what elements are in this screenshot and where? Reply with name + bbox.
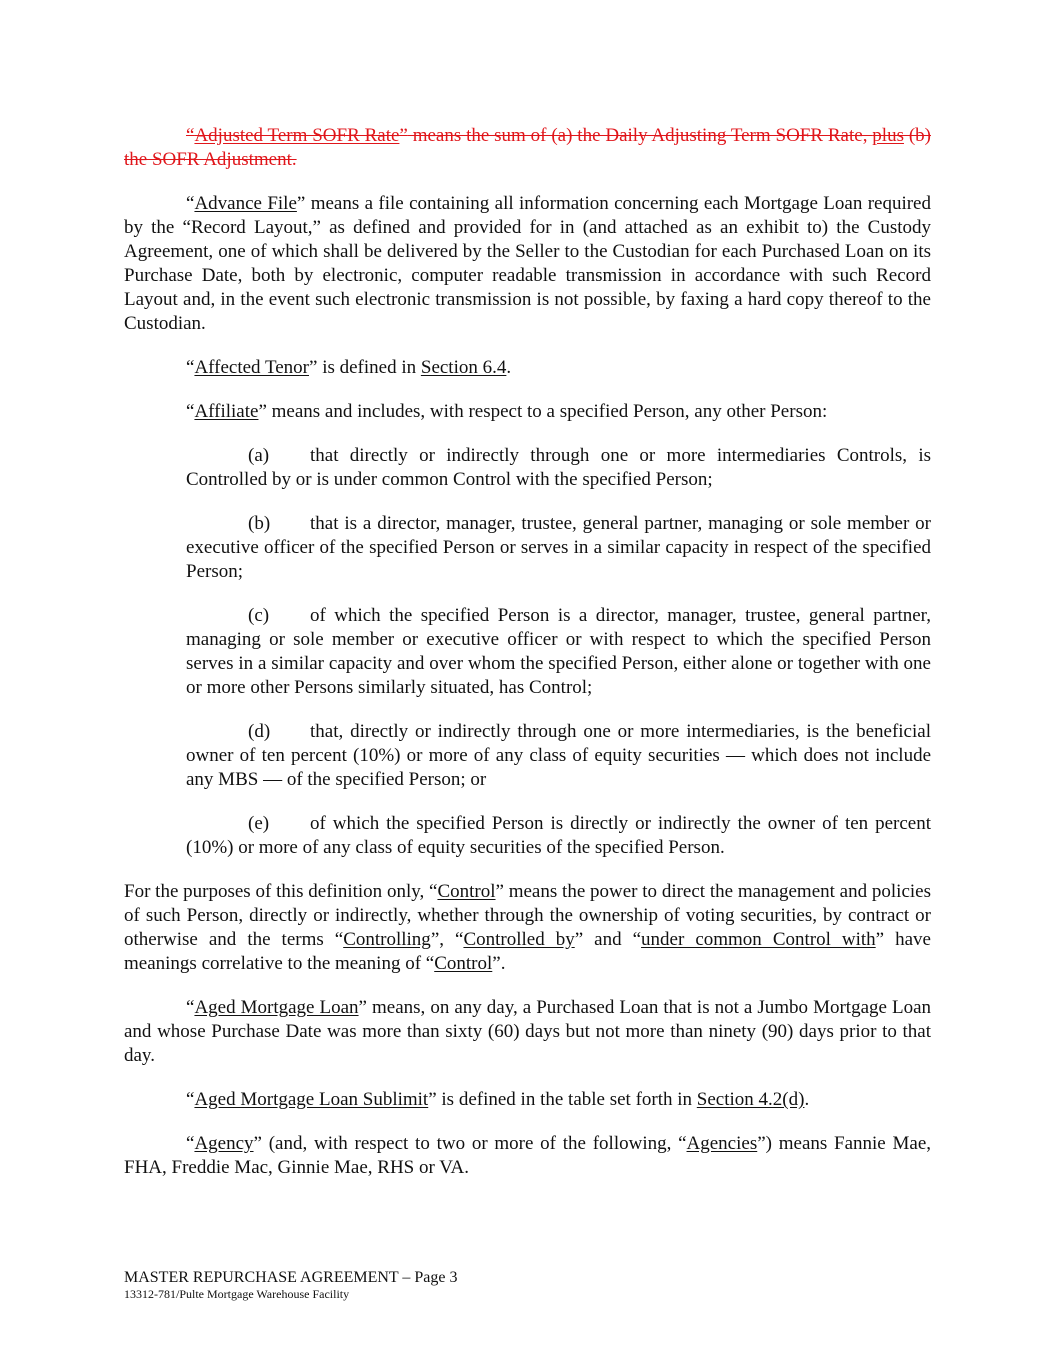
section-reference: Section 4.2(d) [696,1089,805,1110]
footer-document-id: 13312-781/Pulte Mortgage Warehouse Facility [124,1287,350,1301]
defined-term: Agencies [686,1133,758,1154]
definition-agency: “Agency” (and, with respect to two or more of the following, “Agencies”) means Fannie Mae, FHA, Freddie Mac, Ginnie Mae, RHS or VA. [124,1133,931,1178]
affiliate-clause-b: (b) that is a director, manager, trustee, general partner, managing or sole member or executive officer of the specified Person or serves in a similar capacity in respect of the specified Person; [186,513,931,582]
affiliate-clause-e: (e) of which the specified Person is directly or indirectly the owner of ten percent (10%) or more of any class of equity securities of the specified Person. [186,813,931,858]
deleted-definition-adjusted-term-sofr-rate: “Adjusted Term SOFR Rate” means the sum of (a) the Daily Adjusting Term SOFR Rate, plus (b) the SOFR Adjustment. [124,125,931,170]
definition-advance-file: “Advance File” means a file containing all information concerning each Mortgage Loan required by the “Record Layout,” as defined and provided for in (and attached as an exhibit to) the Custody Agreement, one of which shall be delivered by the Seller to the Custodian for each Purchased Loan on its Purchase Date, both by electronic, computer readable transmission in accordance with such Record Layout and, in the event such electronic transmission is not possible, by faxing a hard copy thereof to the Custodian. [124,193,931,334]
defined-term: Affected Tenor [194,357,309,378]
clause-label: (d) [248,721,271,742]
definition-affected-tenor: “Affected Tenor” is defined in Section 6.4. [186,357,512,378]
definition-aged-mortgage-loan-sublimit: “Aged Mortgage Loan Sublimit” is defined in the table set forth in Section 4.2(d). [186,1089,810,1110]
clause-label: (a) [248,445,270,466]
document-page [124,124,931,1200]
defined-term: Aged Mortgage Loan Sublimit [194,1089,429,1110]
defined-term: Controlled by [463,929,575,950]
defined-term: Advance File [194,193,297,214]
definition-control: For the purposes of this definition only, “Control” means the power to direct the management and policies of such Person, directly or indirectly, whether through the ownership of voting securities, by contract or otherwise and the terms “Controlling”, “Controlled by” and “under common Control with” have meanings correlative to the meaning of “Control”. [124,881,931,974]
clause-label: (c) [248,605,270,626]
defined-term: under common Control with [641,929,876,950]
clause-label: (e) [248,813,270,834]
clause-label: (b) [248,513,271,534]
defined-term: Control [437,881,496,902]
definition-aged-mortgage-loan: “Aged Mortgage Loan” means, on any day, a Purchased Loan that is not a Jumbo Mortgage Loan and whose Purchase Date was more than sixty (60) days but not more than ninety (90) days prior to that day. [124,997,931,1066]
defined-term: Affiliate [194,401,259,422]
defined-term: Agency [194,1133,254,1154]
footer-title: MASTER REPURCHASE AGREEMENT – Page 3 [124,1269,458,1286]
affiliate-clause-c: (c) of which the specified Person is a director, manager, trustee, general partner, managing or sole member or executive officer or with respect to which the specified Person serves in a similar capacity and over whom the specified Person, either alone or together with one or more other Persons similarly situated, has Control; [186,605,931,698]
affiliate-clause-a: (a) that directly or indirectly through one or more intermediaries Controls, is Controlled by or is under common Control with the specified Person; [186,445,931,490]
definition-affiliate: “Affiliate” means and includes, with respect to a specified Person, any other Person: [186,401,828,422]
page-footer [124,1268,458,1302]
section-reference: Section 6.4 [420,357,507,378]
defined-term: Control [434,953,493,974]
defined-term: Adjusted Term SOFR Rate [194,125,400,146]
affiliate-clause-d: (d) that, directly or indirectly through one or more intermediaries, is the beneficial owner of ten percent (10%) or more of any class of equity securities — which does not include any MBS — of the specified Person; or [186,721,931,790]
defined-term: Aged Mortgage Loan [194,997,359,1018]
defined-term: Controlling [343,929,431,950]
emphasis-plus: plus [872,125,904,146]
